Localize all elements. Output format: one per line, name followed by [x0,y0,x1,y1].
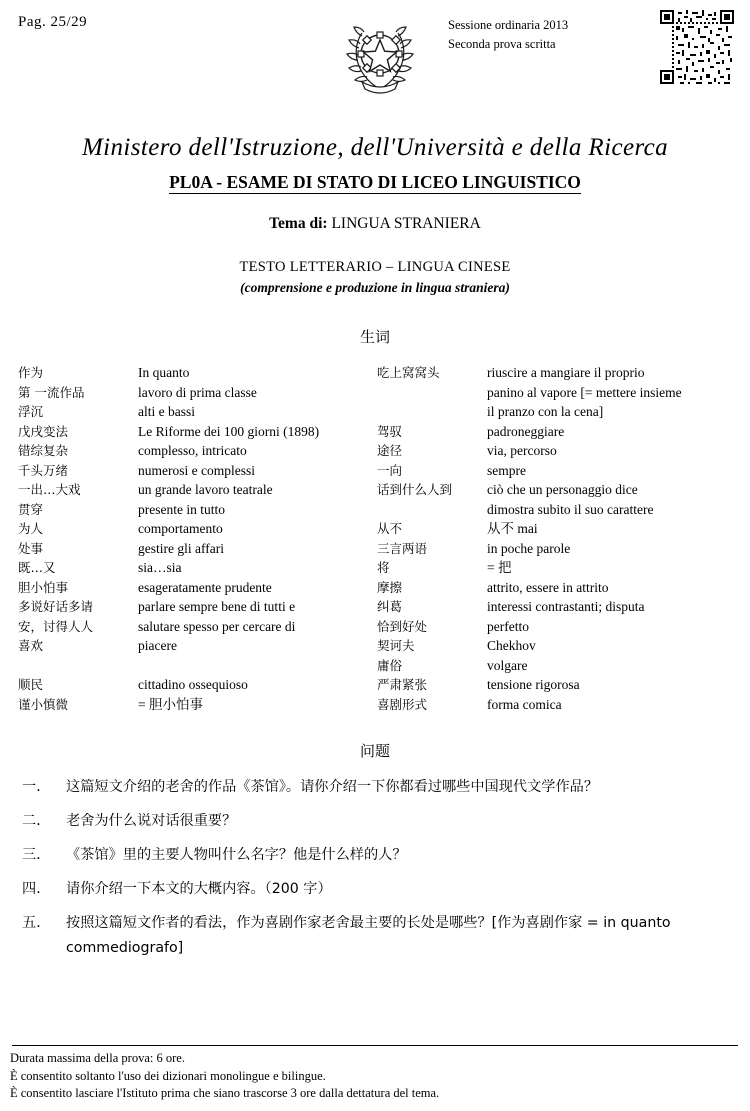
vocabulary-term [377,402,487,422]
qr-code-icon [660,10,734,84]
vocabulary-gloss: forma comica [487,696,562,712]
exam-title-text: PL0A - ESAME DI STATO DI LICEO LINGUISTICO [169,172,581,192]
question-item [22,775,724,800]
vocabulary-gloss: alti e bassi [138,404,195,419]
vocabulary-term: 安，讨得人人 [18,618,94,634]
vocabulary-gloss: gestire gli affari [138,540,224,556]
vocabulary-left-terms [18,363,138,714]
vocabulary-term [377,383,487,403]
vocabulary-term: 从不 [377,521,403,536]
emblem-of-italy-icon [340,10,420,102]
vocabulary-term: 摩擦 [377,579,403,595]
vocabulary-term: 作为 [18,365,44,380]
vocabulary-gloss: cittadino ossequioso [138,677,248,692]
vocabulary-gloss: complesso, intricato [138,443,247,458]
vocabulary-term: 为人 [18,521,44,536]
vocabulary-right-terms [377,363,487,714]
vocabulary-gloss: parlare sempre bene di tutti e [138,599,296,614]
vocabulary-gloss: In quanto [138,365,190,380]
vocabulary-gloss: = 把 [487,560,512,575]
question-number: 五． [22,915,51,931]
vocabulary-gloss: interessi contrastanti; disputa [487,599,645,614]
page-footer [0,1045,750,1103]
vocabulary-term: 既…又 [18,560,56,575]
vocabulary-term: 驾驭 [377,423,403,439]
vocabulary-term: 第 一流作品 [18,384,85,400]
vocabulary-gloss: perfetto [487,618,529,634]
vocabulary-term: 将 [377,560,390,575]
session-line-2: Seconda prova scritta [448,37,556,52]
vocabulary-term: 庸俗 [377,657,403,673]
vocabulary-gloss: in poche parole [487,540,571,556]
tema-value: LINGUA STRANIERA [331,215,481,232]
question-text: 《茶馆》里的主要人物叫什么名字？他是什么样的人？ [66,847,407,863]
vocabulary-term: 严肃紧张 [377,677,428,692]
vocabulary-column-left [18,363,377,714]
vocabulary-gloss: esageratamente prudente [138,579,272,595]
page-number: Pag. 25/29 [18,14,88,30]
vocabulary-gloss: ciò che un personaggio dice [487,482,638,497]
vocabulary-gloss: Chekhov [487,638,536,653]
footer-line-3: È consentito lasciare l'Istituto prima che siano trascorse 3 ore dalla dettatura del tema. [10,1086,440,1101]
question-text: 请你介绍一下本文的大概内容。（200 字） [66,881,332,897]
footer-line-2: È consentito soltanto l'uso dei dizionari monolingue e bilingue. [10,1068,326,1083]
vocabulary-term: 浮沉 [18,404,44,419]
question-number: 三． [22,847,51,863]
vocabulary-gloss: 从不 mai [487,521,538,536]
vocabulary-term: 一向 [377,462,403,478]
subject-note: (comprensione e produzione in lingua straniera) [240,280,510,295]
vocabulary-gloss: il pranzo con la cena] [487,404,604,419]
vocabulary-gloss: panino al vapore [= mettere insieme [487,384,682,400]
vocabulary-gloss: sempre [487,462,526,478]
tema-line [0,215,750,233]
vocabulary-gloss: volgare [487,657,528,673]
vocabulary-term: 话到什么人到 [377,482,453,497]
vocabulary-term [377,500,487,520]
tema-label: Tema di: [269,215,328,232]
question-text: 按照这篇短文作者的看法，作为喜剧作家老舍最主要的长处是哪些？[作为喜剧作家 = in quanto commediografo] [66,915,671,956]
vocabulary-term: 喜欢 [18,638,44,653]
ministry-title: Ministero dell'Istruzione, dell'Università e della Ricerca [81,134,669,161]
vocabulary-term: 一出…大戏 [18,482,81,497]
vocabulary-term: 纠葛 [377,599,403,614]
vocabulary-term: 喜剧形式 [377,696,428,712]
vocabulary-term: 千头万绪 [18,462,69,478]
vocabulary-term: 恰到好处 [377,618,428,634]
vocabulary-gloss: sia…sia [138,560,182,575]
vocabulary-gloss: lavoro di prima classe [138,384,257,400]
vocabulary-term: 吃上窝窝头 [377,365,440,380]
vocabulary-heading: 生词 [359,328,390,346]
vocabulary-term: 途径 [377,443,403,458]
question-number: 四． [22,881,51,897]
vocabulary-gloss: attrito, essere in attrito [487,579,609,595]
footer-divider [12,1045,738,1046]
session-line-1: Sessione ordinaria 2013 [448,18,569,32]
vocabulary-term: 谨小慎微 [18,696,69,712]
vocabulary-gloss: = 胆小怕事 [138,696,203,712]
page-header [0,0,750,110]
vocabulary-gloss: presente in tutto [138,501,225,517]
vocabulary-gloss: salutare spesso per cercare di [138,618,296,634]
vocabulary-column-right [377,363,736,714]
vocabulary-term: 错综复杂 [18,443,69,458]
vocabulary-gloss: tensione rigorosa [487,677,580,692]
vocabulary-term: 顺民 [18,677,44,692]
vocabulary-table [0,363,750,714]
vocabulary-gloss: padroneggiare [487,423,565,439]
vocabulary-gloss: comportamento [138,521,223,536]
vocabulary-term: 三言两语 [377,540,428,556]
vocabulary-gloss: dimostra subito il suo carattere [487,501,654,517]
footer-line-1: Durata massima della prova: 6 ore. [10,1050,185,1065]
question-number: 一． [22,779,51,795]
question-item [22,809,724,834]
question-item [22,843,724,868]
vocabulary-left-glosses [138,363,377,714]
vocabulary-gloss: Le Riforme dei 100 giorni (1898) [138,423,320,439]
vocabulary-right-glosses [487,363,736,714]
vocabulary-gloss: piacere [138,638,177,653]
question-item [22,911,724,961]
spacer [138,656,377,676]
questions-list [0,775,750,961]
exam-title [0,172,750,193]
vocabulary-gloss: riuscire a mangiare il proprio [487,365,645,380]
question-text: 老舍为什么说对话很重要？ [66,813,237,829]
vocabulary-term: 戊戌变法 [18,423,69,439]
question-item [22,877,724,902]
subject-line: TESTO LETTERARIO – LINGUA CINESE [239,259,511,275]
vocabulary-gloss: numerosi e complessi [138,462,255,478]
vocabulary-gloss: un grande lavoro teatrale [138,482,273,497]
vocabulary-term: 贯穿 [18,501,44,517]
questions-heading: 问题 [359,742,390,760]
vocabulary-term: 多说好话多请 [18,599,94,614]
spacer [18,656,138,676]
question-number: 二． [22,813,51,829]
session-info [448,16,568,55]
question-text: 这篇短文介绍的老舍的作品《茶馆》。请你介绍一下你都看过哪些中国现代文学作品？ [66,779,599,795]
vocabulary-term: 胆小怕事 [18,579,69,595]
vocabulary-term: 契诃夫 [377,638,415,653]
vocabulary-term: 处事 [18,540,44,556]
vocabulary-gloss: via, percorso [487,443,557,458]
